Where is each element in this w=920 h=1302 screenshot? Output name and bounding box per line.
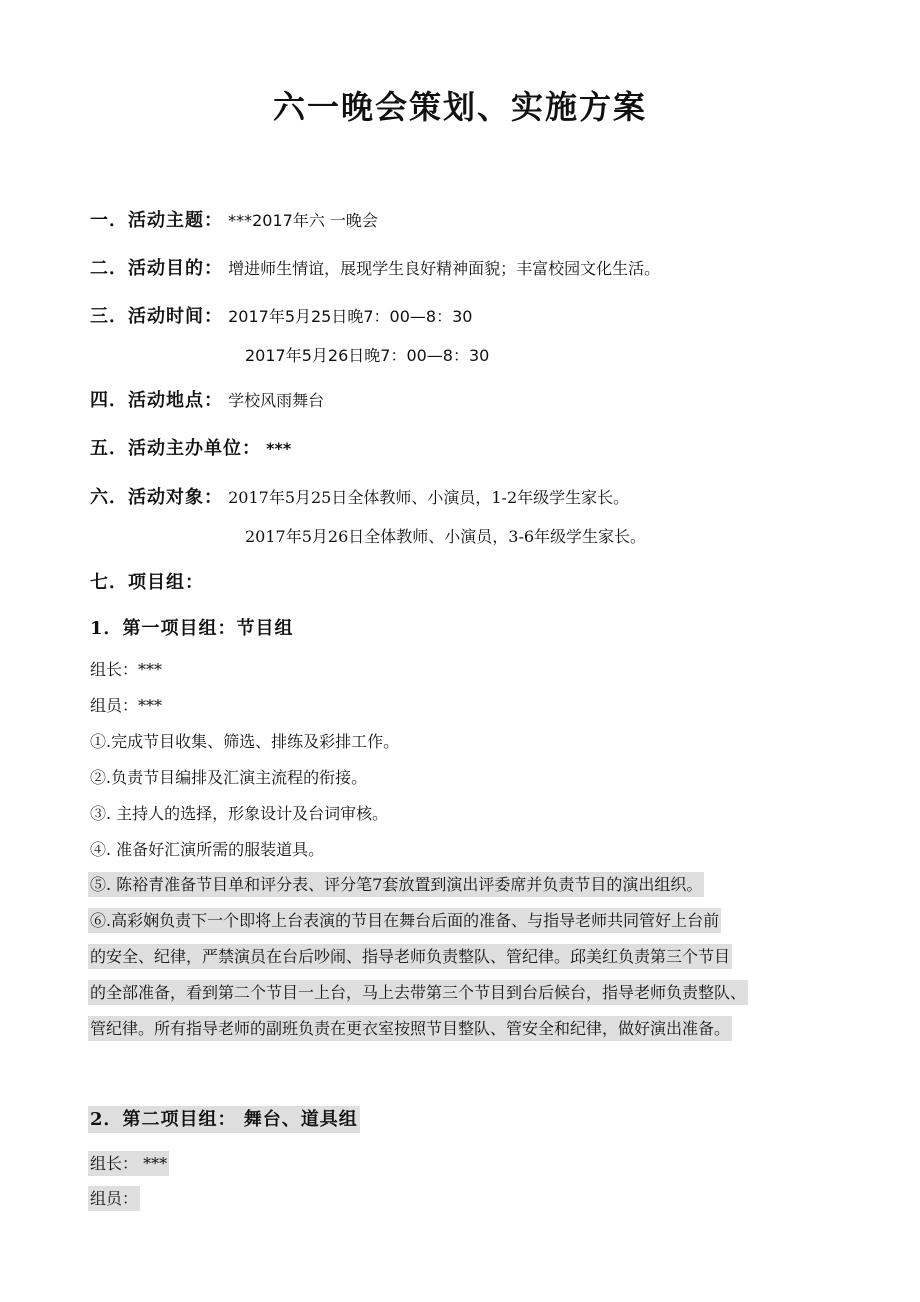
group1-item-row xyxy=(88,872,704,895)
group2-leader-row xyxy=(88,1151,169,1174)
section-time-second: 2017年5月26日晚7：00—8：30 xyxy=(245,346,490,365)
section-label: 一．活动主题： xyxy=(90,210,223,231)
group1-heading: 1．第一项目组：节目组 xyxy=(90,618,294,639)
section-time xyxy=(90,302,472,328)
section-theme xyxy=(90,206,378,232)
group1-item: 的安全、纪律，严禁演员在台后吵闹、指导老师负责整队、管纪律。邱美红负责第三个节目 xyxy=(88,944,732,969)
section-label: 六．活动对象： xyxy=(90,487,223,508)
group1-item-row xyxy=(88,908,721,931)
section-label: 三．活动时间： xyxy=(90,306,223,327)
group2-heading: 2．第二项目组： 舞台、道具组 xyxy=(88,1106,360,1133)
section-audience xyxy=(90,483,629,509)
section-host xyxy=(90,434,291,460)
group1-item: 的全部准备，看到第二个节目一上台，马上去带第三个节目到台后候台，指导老师负责整队、 xyxy=(88,980,748,1005)
group1-item: ④. 准备好汇演所需的服装道具。 xyxy=(90,840,325,859)
group2-leader: 组长： *** xyxy=(88,1151,169,1176)
group2-members-row xyxy=(88,1186,140,1209)
section-value: *** xyxy=(266,439,292,458)
section-value: 2017年5月25日晚7：00—8：30 xyxy=(228,307,473,326)
section-place xyxy=(90,386,324,412)
group1-item-row xyxy=(88,944,732,967)
section-groups: 七．项目组： xyxy=(90,572,204,593)
group2-heading-row xyxy=(88,1105,360,1131)
group1-item: 管纪律。所有指导老师的副班负责在更衣室按照节目整队、管安全和纪律，做好演出准备。 xyxy=(88,1016,732,1041)
group1-item: ②.负责节目编排及汇演主流程的衔接。 xyxy=(90,768,368,787)
section-value: 增进师生情谊，展现学生良好精神面貌；丰富校园文化生活。 xyxy=(228,259,661,278)
group1-item-row xyxy=(88,1016,732,1039)
group1-item: ⑤. 陈裕青准备节目单和评分表、评分笔7套放置到演出评委席并负责节目的演出组织。 xyxy=(88,872,704,897)
group1-leader: 组长：*** xyxy=(90,660,163,679)
group1-item: ⑥.高彩娴负责下一个即将上台表演的节目在舞台后面的准备、与指导老师共同管好上台前 xyxy=(88,908,721,933)
group2-members: 组员： xyxy=(88,1186,140,1211)
group1-item: ③. 主持人的选择，形象设计及台词审核。 xyxy=(90,804,389,823)
section-purpose xyxy=(90,254,660,280)
section-label: 五．活动主办单位： xyxy=(90,438,261,459)
section-value: 学校风雨舞台 xyxy=(228,391,325,410)
group1-members: 组员：*** xyxy=(90,696,163,715)
document-title: 六一晚会策划、实施方案 xyxy=(272,88,647,126)
section-value: ***2017年六 一晚会 xyxy=(228,211,378,230)
section-label: 四．活动地点： xyxy=(90,390,223,411)
section-audience-second: 2017年5月26日全体教师、小演员，3-6年级学生家长。 xyxy=(245,527,647,546)
section-value: 2017年5月25日全体教师、小演员，1-2年级学生家长。 xyxy=(228,488,630,507)
group1-item: ①.完成节目收集、筛选、排练及彩排工作。 xyxy=(90,732,400,751)
section-label: 二．活动目的： xyxy=(90,258,223,279)
group1-item-row xyxy=(88,980,748,1003)
